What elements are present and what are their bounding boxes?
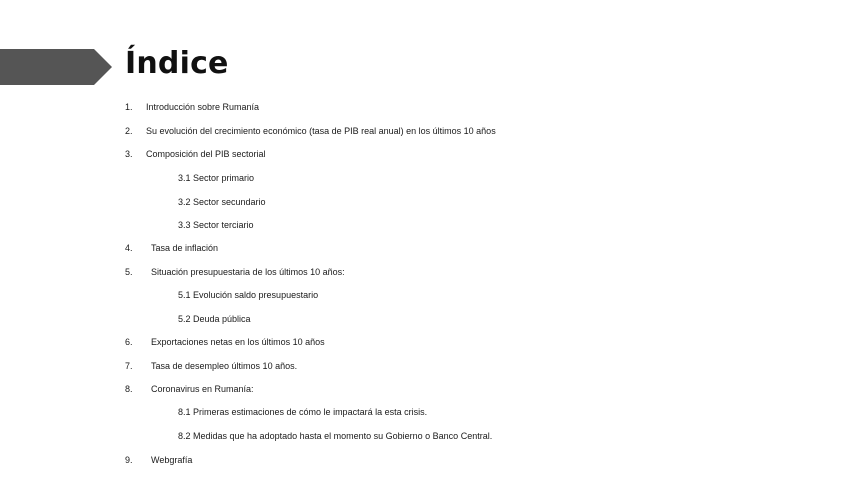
toc-item-text: Situación presupuestaria de los últimos 10 años: [151, 267, 345, 277]
toc-item-number: 5. [125, 267, 133, 277]
slide-title: Índice [125, 46, 229, 81]
toc-item-text: Tasa de desempleo últimos 10 años. [151, 361, 298, 371]
toc-item-text: Su evolución del crecimiento económico (tasa de PIB real anual) en los últimos 10 años [146, 126, 496, 136]
toc-subitem-text: 8.2 Medidas que ha adoptado hasta el momento su Gobierno o Banco Central. [178, 431, 493, 441]
toc-subitem-text: 5.1 Evolución saldo presupuestario [178, 290, 319, 300]
toc-item-text: Tasa de inflación [151, 243, 219, 253]
toc-item-number: 8. [125, 384, 133, 394]
toc-item-number: 9. [125, 455, 133, 465]
toc-subitem-text: 3.1 Sector primario [178, 173, 255, 183]
toc-item-number: 7. [125, 361, 133, 371]
toc-item-text: Introducción sobre Rumanía [146, 102, 260, 112]
toc-subitem-text: 8.1 Primeras estimaciones de cómo le impactará la esta crisis. [178, 407, 428, 417]
toc-subitem-text: 3.2 Sector secundario [178, 197, 266, 207]
toc-item-number: 6. [125, 337, 133, 347]
toc-item-text: Composición del PIB sectorial [146, 149, 266, 159]
toc-subitem-text: 5.2 Deuda pública [178, 314, 251, 324]
toc-item-number: 3. [125, 149, 133, 159]
toc-item-number: 2. [125, 126, 133, 136]
toc-item-text: Exportaciones netas en los últimos 10 años [151, 337, 325, 347]
toc-item-number: 4. [125, 243, 133, 253]
toc-item-text: Webgrafía [151, 455, 193, 465]
toc-item-number: 1. [125, 102, 133, 112]
toc-subitem-text: 3.3 Sector terciario [178, 220, 254, 230]
toc-item-text: Coronavirus en Rumanía: [151, 384, 254, 394]
